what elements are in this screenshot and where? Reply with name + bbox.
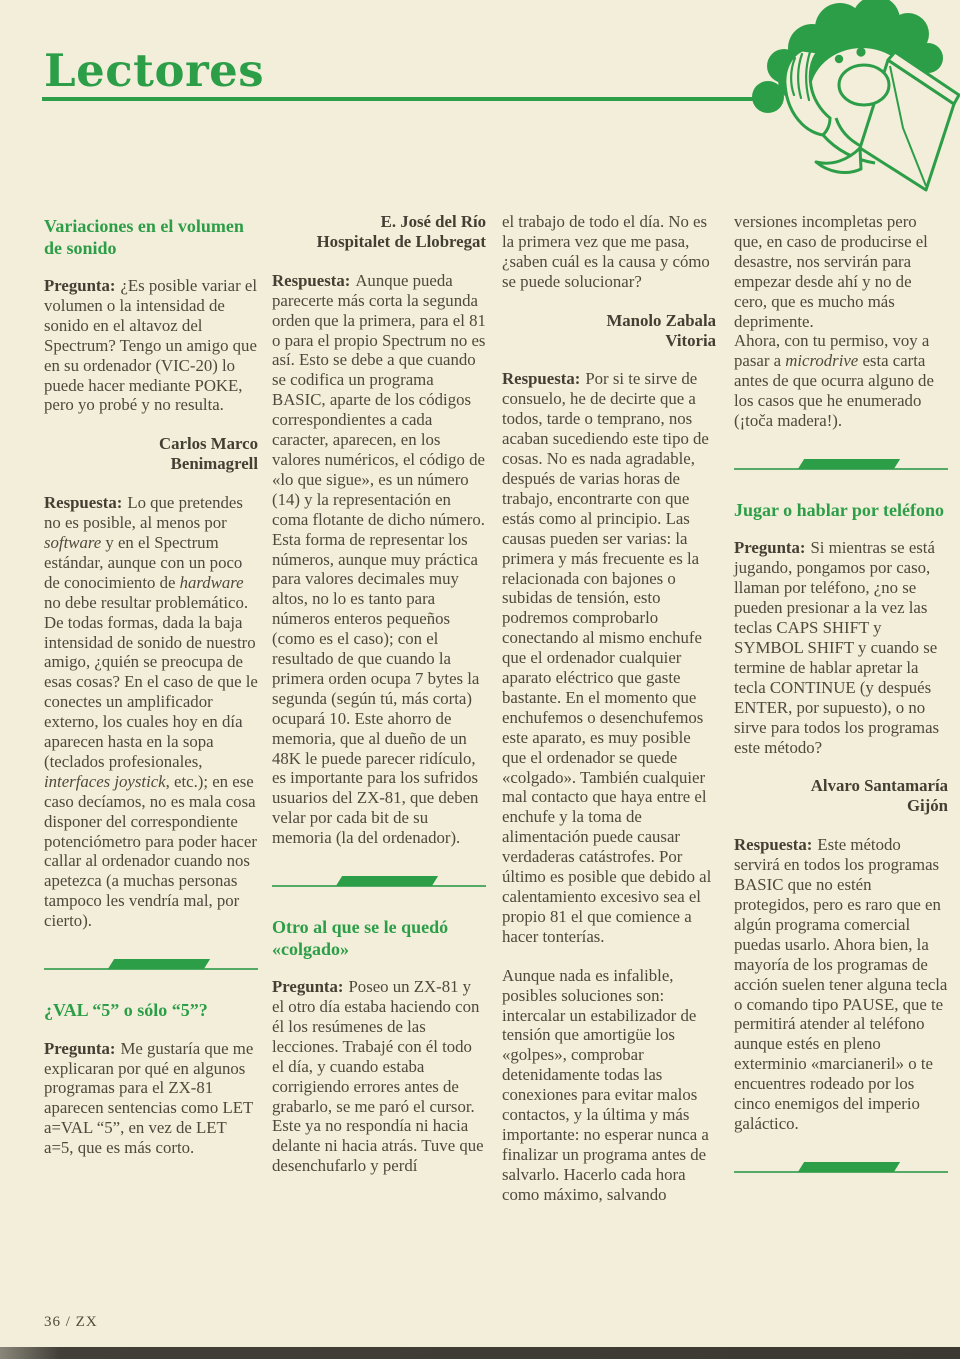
section-divider — [734, 1153, 948, 1183]
answer-text: Aunque nada es infalible, posibles soluciones son: intercalar un estabilizador de tensión que amortigüe los «golpes», comprobar detenidamente todas las conexiones para evitar malos contactos, y la última y más importante: no esperar nunca a finalizar un programa antes de salvarlo. Hacerlo cada hora como máximo, salvando — [502, 965, 709, 1204]
question-paragraph — [272, 977, 486, 1176]
author-place: Vitoria — [665, 330, 716, 350]
author-block — [734, 776, 948, 816]
cartoon-left-eye — [835, 55, 843, 63]
question-text: Si mientras se está jugando, pongamos por caso, llaman por teléfono, ¿no se pueden presionar a la vez las teclas CAPS SHIFT y SYMBOL SHIFT y cuando se termine de hablar apretar la tecla CONTINUE (y después ENTER, por supuesto), o no sirve para todos los programas este método? — [734, 538, 940, 757]
divider-bar — [336, 876, 438, 886]
divider-bar — [798, 1162, 900, 1172]
question-paragraph — [44, 1039, 258, 1158]
answer-text: esta carta antes de que ocurra alguno de los casos que he enumerado (¡toča madera!). — [734, 351, 934, 431]
question-label: Pregunta: — [272, 977, 344, 997]
author-place: Gijón — [906, 796, 948, 816]
author-block — [502, 311, 716, 351]
question-text: Me gustaría que me explicaran por qué en algunos programas para el ZX-81 aparecen sentencias como LET a=VAL “5”, en vez de LET a=5, que es más corto. — [44, 1038, 254, 1158]
reader-cartoon-illustration — [740, 0, 960, 200]
page-title: Lectores — [44, 44, 265, 97]
answer-paragraph — [502, 369, 716, 946]
question-paragraph — [734, 538, 948, 757]
answer-text: Ahora, con tu permiso, voy a pasar a — [734, 331, 930, 371]
answer-italic: microdrive — [785, 351, 859, 371]
author-place: Benimagrell — [170, 454, 258, 474]
answer-continuation — [734, 212, 948, 331]
answer-italic: interfaces joystick — [44, 771, 166, 791]
question-paragraph — [44, 276, 258, 415]
page-bottom-edge — [0, 1347, 960, 1359]
answer-paragraph — [734, 331, 948, 431]
answer-label: Respuesta: — [502, 369, 581, 389]
answer-text: Este método servirá en todos los programas BASIC que no estén protegidos, pero es raro que en algún programa comercial puedas usarlo. Ahora bien, la mayoría de los programas de acción suelen tener alguna tecla o comando tipo PAUSE, que te permitirá atender al teléfono aunque estés en pleno exterminio «marcianeril» o te encuentres rodeado por los cinco enemigos del imperio galáctico. — [734, 835, 948, 1133]
answer-text: Por si te sirve de consuelo, he de decirte que a todos, tarde o temprano, nos acaban sucediendo este tipo de cosas. No es nada agradable, después de varias horas de trabajo, encontrarte con que estás como al principio. Las causas pueden ser varias: la primera y más frecuente es la relacionada con bajones o subidas de tensión, esto podremos comprobarlo conectando al mismo enchufe que el ordenador cualquier aparato eléctrico que gaste bastante. En el momento que enchufemos o desenchufemos este aparato, es muy posible que el ordenador se quede «colgado». También cualquier mal contacto que haya entre el enchufe y la toma de alimentación puede causar verdaderas catástrofes. Por último es posible que debido al calentamiento excesivo sea el propio 81 el que comience a hacer tonterías. — [502, 369, 712, 946]
page-number: 36 / ZX — [44, 1314, 98, 1330]
question-text: ¿Es posible variar el volumen o la intensidad de sonido en el altavoz del Spectrum? Tengo un amigo que en su ordenador (VIC-20) lo puede hacer mediante POKE, pero yo probé y no resulta. — [44, 276, 257, 415]
answer-text: Aunque pueda parecerte más corta la segunda orden que la primera, para el 81 o para el propio Spectrum no es así. Esto se debe a que cuando se codifica un programa BASIC, aparte de los códigos correspondientes a cada caracter, aparecen, en los valores numéricos, el código de «lo que sigue», es un número (14) y la representación en coma flotante de dicho número. Esta forma de representar los números, aunque muy práctica para valores decimales muy altos, no lo es tanto para números enteros pequeños (como es el caso); con el resultado de que cuando la primera orden ocupa 7 bytes la segunda (según tú, más corta) ocupará 10. Este ahorro de memoria, que al dueño de un 48K le puede parecer ridículo, es importante para los sufridos usuarios del ZX-81, que deben velar por cada bit de su memoria (la del ordenador). — [272, 270, 486, 848]
answer-paragraph — [734, 835, 948, 1134]
cartoon-nose — [839, 65, 889, 105]
answer-italic: hardware — [179, 572, 244, 592]
answer-text: no debe resultar problemático. De todas formas, dada la baja intensidad de sonido de nuestro amigo, ¿quién se preocupa de esas cosas? En el caso de que le conectes un amplificador externo, los cuales hoy en día aparecen hasta en la sopa (teclados profesionales, — [44, 592, 258, 771]
answer-text: , etc.); en ese caso decíamos, no es mala cosa disponer del correspondiente potenciómetro para poder hacer callar al ordenador cuando nos apetezca (a muchas personas tampoco les vendría mal, por cierto). — [44, 771, 257, 931]
question-text: Poseo un ZX-81 y el otro día estaba haciendo con él los resúmenes de las lecciones. Trabajé con él todo el día, y cuando estaba corrigiendo errores antes de grabarlo, se me paró el cursor. Este ya no respondía ni hacia delante ni hacia atrás. Tuve que desenchufarlo y perdí — [272, 977, 484, 1176]
question-label: Pregunta: — [44, 1038, 116, 1058]
cartoon-right-eye — [856, 47, 865, 56]
answer-text: y en el Spectrum estándar, aunque con un poco de conocimiento de — [44, 532, 243, 592]
author-place: Hospitalet de Llobregat — [316, 231, 486, 251]
title-rule — [42, 97, 762, 101]
divider-bar — [798, 459, 900, 469]
section-heading-colgado: Otro al que se le quedó «colgado» — [272, 917, 449, 959]
answer-paragraph — [272, 271, 486, 848]
column-2 — [272, 212, 486, 1195]
question-label: Pregunta: — [734, 538, 806, 558]
author-name: Carlos Marco — [159, 434, 258, 454]
answer-label: Respuesta: — [44, 493, 123, 513]
author-name: Manolo Zabala — [606, 310, 716, 330]
author-block — [272, 212, 486, 252]
question-label: Pregunta: — [44, 276, 116, 295]
answer-label: Respuesta: — [272, 270, 351, 290]
section-heading-volume: Variaciones en el volumen de sonido — [44, 216, 244, 258]
column-4 — [734, 212, 948, 1203]
question-continuation — [502, 212, 716, 292]
answer-text: Lo que pretendes no es posible, al menos por — [44, 493, 243, 533]
section-divider — [734, 450, 948, 480]
author-name: Alvaro Santamaría — [810, 776, 948, 796]
question-text: el trabajo de todo el día. No es la primera vez que me pasa, ¿saben cuál es la causa y cómo se puede solucionar? — [502, 212, 710, 291]
answer-paragraph — [44, 493, 258, 931]
section-divider — [272, 867, 486, 897]
author-name: E. José del Río — [380, 212, 486, 231]
divider-bar — [108, 959, 210, 969]
answer-italic: software — [44, 532, 102, 552]
answer-paragraph — [502, 966, 716, 1205]
answer-label: Respuesta: — [734, 835, 813, 855]
section-heading-val5: ¿VAL “5” o sólo “5”? — [44, 1000, 208, 1021]
section-divider — [44, 950, 258, 980]
author-block — [44, 434, 258, 474]
column-3 — [502, 212, 716, 1224]
section-heading-telefono: Jugar o hablar por teléfono — [734, 499, 945, 520]
column-1 — [44, 212, 258, 1177]
answer-text: versiones incompletas pero que, en caso de producirse el desastre, nos servirán para empezar desde ahí y no de cero, que es mucho más deprimente. — [734, 212, 928, 331]
